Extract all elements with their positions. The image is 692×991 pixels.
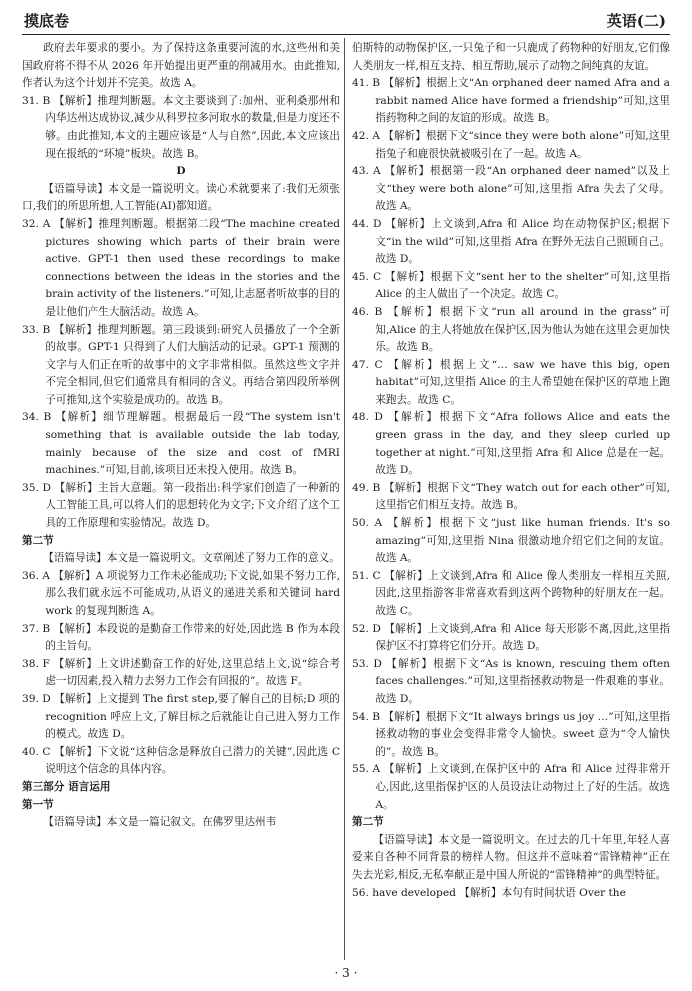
section-heading: 第一节 [22,798,54,811]
column-divider [344,38,345,960]
page-header [22,6,670,35]
answer-item: 44. D 【解析】上文谈到,Afra 和 Alice 均在动物保护区;根据下文“in the wild”可知,这里指 Afra 在野外无法自己照顾自己。故选 D。 [352,217,670,266]
answer-item: 51. C 【解析】上文谈到,Afra 和 Alice 像人类朋友一样相互关照,因此,这里指游客非常喜欢看到这两个跨物种的好朋友在一起。故选 C。 [352,569,670,617]
right-column [352,40,670,960]
answer-item: 50. A 【解析】根据下文“just like human friends. It's so amazing”可知,这里指 Nina 很激动地介绍它们之间的友谊。故选 A。 [352,517,670,565]
section-heading: 第二节 [22,534,54,547]
paragraph: 【语篇导读】本文是一篇说明文。文章阐述了努力工作的意义。 [43,552,340,565]
answer-item: 39. D 【解析】上文提到 The first step,要了解自己的目标;D 项的 recognition 呼应上文,了解目标之后就能让自己进入努力工作的模式。故选 D。 [22,692,340,741]
answer-item: 33. B 【解析】推理判断题。第三段谈到:研究人员播放了一个全新的故事。GPT-1 只得到了人们大脑活动的记录。GPT-1 预测的文字与人们正在听的故事中的文字非常相似。虽然这些文字并不完全相同,但它们通常具有相同的含义。再结合第四段所举例子可推知,这个实验是成功的。故选 B。 [22,323,340,406]
paragraph: 【语篇导读】本文是一篇说明文。在过去的几十年里,年轻人喜爱来自各种不同背景的榜样人物。但这并不意味着“雷锋精神”正在失去光彩,相反,无私奉献正是中国人所说的“雷锋精神”的典型特征。 [352,833,670,881]
answer-item: 55. A 【解析】上文谈到,在保护区中的 Afra 和 Alice 过得非常开心,因此,这里指保护区的人员设法让动物过上了好的生活。故选 A。 [352,763,670,811]
answer-item: 53. D 【解析】根据下文“As is known, rescuing them often faces challenges.”可知,这里指拯救动物是一件艰难的事业。故选 D。 [352,657,670,705]
answer-item: 46. B 【解析】根据下文“run all around in the grass”可知,Alice 的主人将她放在保护区,因为他认为她在这里会更加快乐。故选 B。 [352,305,670,354]
answer-item: 47. C 【解析】根据上文“… saw we have this big, open habitat”可知,这里指 Alice 的主人希望她在保护区的草地上跑来跑去。故选 C。 [352,358,670,406]
answer-item: 52. D 【解析】上文谈到,Afra 和 Alice 每天形影不离,因此,这里指保护区不打算将它们分开。故选 D。 [352,622,670,653]
answer-item: 37. B 【解析】本段说的是勤奋工作带来的好处,因此选 B 作为本段的主旨句。 [22,622,340,653]
left-column [22,40,340,960]
answer-item: 41. B 【解析】根据上文“An orphaned deer named Afra and a rabbit named Alice have formed a friendship”可知,这里指药物种之间的友谊的形成。故选 B。 [352,77,670,125]
page-number: · 3 · [334,966,358,980]
answer-item: 54. B 【解析】根据下文“It always brings us joy …”可知,这里指拯救动物的事业会变得非常令人愉快。sweet 意为“令人愉快的”。故选 B。 [352,710,670,758]
answer-item: 32. A 【解析】推理判断题。根据第二段“The machine created pictures showing which parts of their brain were active. GPT-1 then used these recordings to make connections between the ideas in the stories and the brain activity of the listeners.”可知,让志愿者听故事的目的是让他们产生大脑活动。故选 A。 [22,217,340,318]
answer-item: 43. A 【解析】根据第一段“An orphaned deer named”以及上文“they were both alone”可知,这里指 Afra 失去了父母。故选 A。 [352,165,670,213]
answer-item: 38. F 【解析】上文讲述勤奋工作的好处,这里总结上文,说“综合考虑一切因素,投入精力去努力工作会有回报的”。故选 F。 [22,657,340,688]
header-left-title: 摸底卷 [24,12,70,30]
answer-item: 40. C 【解析】下文说“这种信念是释放自己潜力的关键”,因此选 C 说明这个信念的具体内容。 [22,745,340,776]
answer-item: 35. D 【解析】主旨大意题。第一段指出:科学家们创造了一种新的人工智能工具,可以将人们的思想转化为文字;下文介绍了这个工具的工作原理和实验情况。故选 D。 [22,481,340,530]
answer-item: 42. A 【解析】根据下文“since they were both alone”可知,这里指兔子和鹿很快就被吸引在了一起。故选 A。 [352,129,670,160]
section-heading: 第三部分 语言运用 [22,780,111,793]
section-heading: D [176,165,186,178]
paragraph: 【语篇导读】本文是一篇记叙文。在佛罗里达州韦 [43,816,277,829]
answer-item: 49. B 【解析】根据下文“They watch out for each other”可知,这里指它们相互支持。故选 B。 [352,481,670,512]
paragraph: 伯斯特的动物保护区,一只兔子和一只鹿成了药物种的好朋友,它们像人类朋友一样,相互支持、相互帮助,展示了动物之间纯真的友谊。 [352,42,670,72]
section-heading: 第二节 [352,816,384,829]
header-right-title: 英语(二) [606,12,666,30]
answer-item: 34. B 【解析】细节理解题。根据最后一段“The system isn't something that is available outside the lab today, mainly because of the size and cost of fMRI machines.”可知,目前,该项目还未投入使用。故选 B。 [22,411,340,477]
answer-item: 31. B 【解析】推理判断题。本文主要谈到了:加州、亚利桑那州和内华达州达成协议,减少从科罗拉多河取水的数量,但是力度还不够。由此推知,本文的主题应该是“人与自然”,因此,本文应该出现在报纸的“环境”板块。故选 B。 [22,94,340,160]
answer-item: 56. have developed 【解析】本句有时间状语 Over the [352,886,626,899]
answer-item: 36. A 【解析】A 项说努力工作未必能成功;下文说,如果不努力工作,那么我们就永远不可能成功,从语义的递进关系和关键词 hard work 的复现判断选 A。 [22,569,340,617]
paragraph: 政府去年要求的要小。为了保持这条重要河流的水,这些州和美国政府将不得不从 2026 年开始提出更严重的削减用水。由此推知,作者认为这个计划并不完美。故选 A。 [22,42,340,90]
paragraph: 【语篇导读】本文是一篇说明文。读心术就要来了:我们无须张口,我们的所思所想,人工智能(AI)都知道。 [22,182,340,213]
answer-item: 48. D 【解析】根据下文“Afra follows Alice and eats the green grass in the day, and they sleep curled up together at night.”可知,这里指 Afra 和 Alice 总是在一起。故选 D。 [352,411,670,477]
answer-item: 45. C 【解析】根据下文“sent her to the shelter”可知,这里指 Alice 的主人做出了一个决定。故选 C。 [352,270,670,301]
